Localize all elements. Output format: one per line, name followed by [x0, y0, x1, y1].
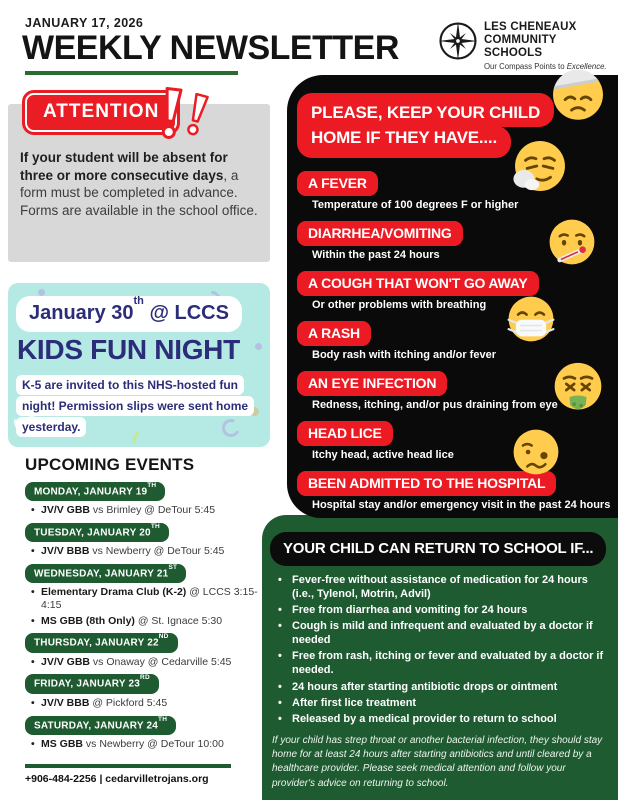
- return-condition: • Released by a medical provider to return to school: [276, 712, 610, 726]
- school-logo: [437, 20, 618, 71]
- event-date-pill: SATURDAY, JANUARY 24TH: [25, 716, 176, 735]
- kids-fun-night-panel: [8, 283, 270, 447]
- event-item: • MS GBB (8th Only) @ St. Ignace 5:30: [31, 615, 275, 628]
- symptom-head-lice: HEAD LICE Itchy head, active head lice: [297, 421, 610, 461]
- issue-date: JANUARY 17, 2026: [25, 16, 144, 30]
- symptom-eye-infection: AN EYE INFECTION Redness, itching, and/or pus draining from eye: [297, 371, 610, 411]
- title-underline: [25, 71, 238, 75]
- symptom-diarrhea-vomiting: DIARRHEA/VOMITING Within the past 24 hours: [297, 221, 610, 261]
- keep-home-title: PLEASE, KEEP YOUR CHILD HOME IF THEY HAVE....: [297, 93, 554, 158]
- event-item: • JV/V BBB vs Newberry @ DeTour 5:45: [31, 545, 275, 558]
- return-condition: • After first lice treatment: [276, 696, 610, 710]
- event-item: • JV/V BBB @ Pickford 5:45: [31, 697, 275, 710]
- sneezing-face-emoji: [511, 137, 569, 195]
- return-condition: • 24 hours after starting antibiotic drops or ointment: [276, 680, 610, 694]
- event-date-pill: TUESDAY, JANUARY 20TH: [25, 523, 169, 542]
- school-logo-text: [484, 20, 618, 71]
- face-with-thermometer-emoji: [546, 216, 598, 268]
- event-date-pill: FRIDAY, JANUARY 23RD: [25, 674, 159, 693]
- symptom-hospital: BEEN ADMITTED TO THE HOSPITAL Hospital stay and/or emergency visit in the past 24 hours: [297, 471, 610, 511]
- school-tagline: Our Compass Points to Excellence.: [483, 61, 607, 71]
- attention-label: ATTENTION: [43, 101, 160, 122]
- face-with-medical-mask-emoji: [505, 293, 557, 345]
- return-condition: • Fever-free without assistance of medication for 24 hours (i.e., Tylenol, Motrin, Advil): [276, 573, 610, 601]
- fun-night-description: K-5 are invited to this NHS-hosted fun night! Permission slips were sent home yesterday.: [16, 375, 268, 438]
- upcoming-events-heading: UPCOMING EVENTS: [25, 455, 195, 474]
- confetti-decoration: [38, 289, 45, 296]
- events-list: [25, 481, 275, 756]
- fun-night-date: January 30th @ LCCS: [16, 296, 242, 332]
- event-item: • Elementary Drama Club (K-2) @ LCCS 3:15-4:15: [31, 586, 275, 612]
- event-group-tuesday: [25, 522, 275, 558]
- symptom-rash: A RASH Body rash with itching and/or fever: [297, 321, 610, 361]
- vomiting-face-emoji: [550, 359, 606, 415]
- fun-night-title: KIDS FUN NIGHT: [17, 334, 240, 365]
- date-ordinal: th: [133, 295, 144, 308]
- absence-notice-text: If your student will be absent for three or more consecutive days, a form must be completed in advance. Forms are available in the school office.: [20, 150, 258, 218]
- school-name-line1: LES CHENEAUX: [483, 21, 577, 33]
- event-group-saturday: [25, 715, 275, 751]
- event-group-friday: [25, 674, 275, 710]
- event-group-thursday: [25, 633, 275, 669]
- event-date-pill: THURSDAY, JANUARY 22ND: [25, 633, 178, 652]
- face-with-head-bandage-emoji: [549, 65, 607, 123]
- symptom-cough: A COUGH THAT WON'T GO AWAY Or other problems with breathing: [297, 271, 610, 311]
- double-exclamation-icon: [156, 84, 212, 148]
- symptom-fever: A FEVER Temperature of 100 degrees F or higher: [297, 171, 610, 211]
- event-date-pill: WEDNESDAY, JANUARY 21ST: [25, 564, 186, 583]
- event-group-monday: [25, 481, 275, 517]
- confetti-decoration: [255, 343, 262, 350]
- event-group-wednesday: [25, 563, 275, 627]
- return-to-school-panel: [262, 515, 618, 800]
- woozy-face-emoji: [510, 426, 562, 478]
- contact-info: +906-484-2256 | cedarvilletrojans.org: [25, 773, 209, 785]
- event-item: • JV/V GBB vs Onaway @ Cedarville 5:45: [31, 656, 275, 669]
- return-condition: • Free from diarrhea and vomiting for 24 hours: [276, 603, 610, 617]
- page-title: WEEKLY NEWSLETTER: [22, 29, 399, 67]
- strep-throat-note: If your child has strep throat or another bacterial infection, they should stay home for at least 24 hours after starting antibiotics and until cleared by a healthcare provider. Please seek medical attention and follow your provider's advice on returning to school.: [272, 735, 603, 789]
- event-item: • JV/V GBB vs Brimley @ DeTour 5:45: [31, 504, 275, 517]
- return-condition: • Cough is mild and infrequent and evaluated by a doctor if needed: [276, 619, 610, 647]
- return-title: YOUR CHILD CAN RETURN TO SCHOOL IF...: [270, 532, 606, 566]
- school-name-line2: COMMUNITY SCHOOLS: [483, 34, 557, 60]
- return-condition: • Free from rash, itching or fever and evaluated by a doctor if needed.: [276, 649, 610, 677]
- keep-home-panel: [287, 75, 618, 518]
- event-date-pill: MONDAY, JANUARY 19TH: [25, 482, 165, 501]
- compass-rose-icon: [437, 20, 479, 62]
- return-conditions-list: [276, 573, 610, 728]
- footer-divider: [25, 764, 231, 768]
- event-item: • MS GBB vs Newberry @ DeTour 10:00: [31, 738, 275, 751]
